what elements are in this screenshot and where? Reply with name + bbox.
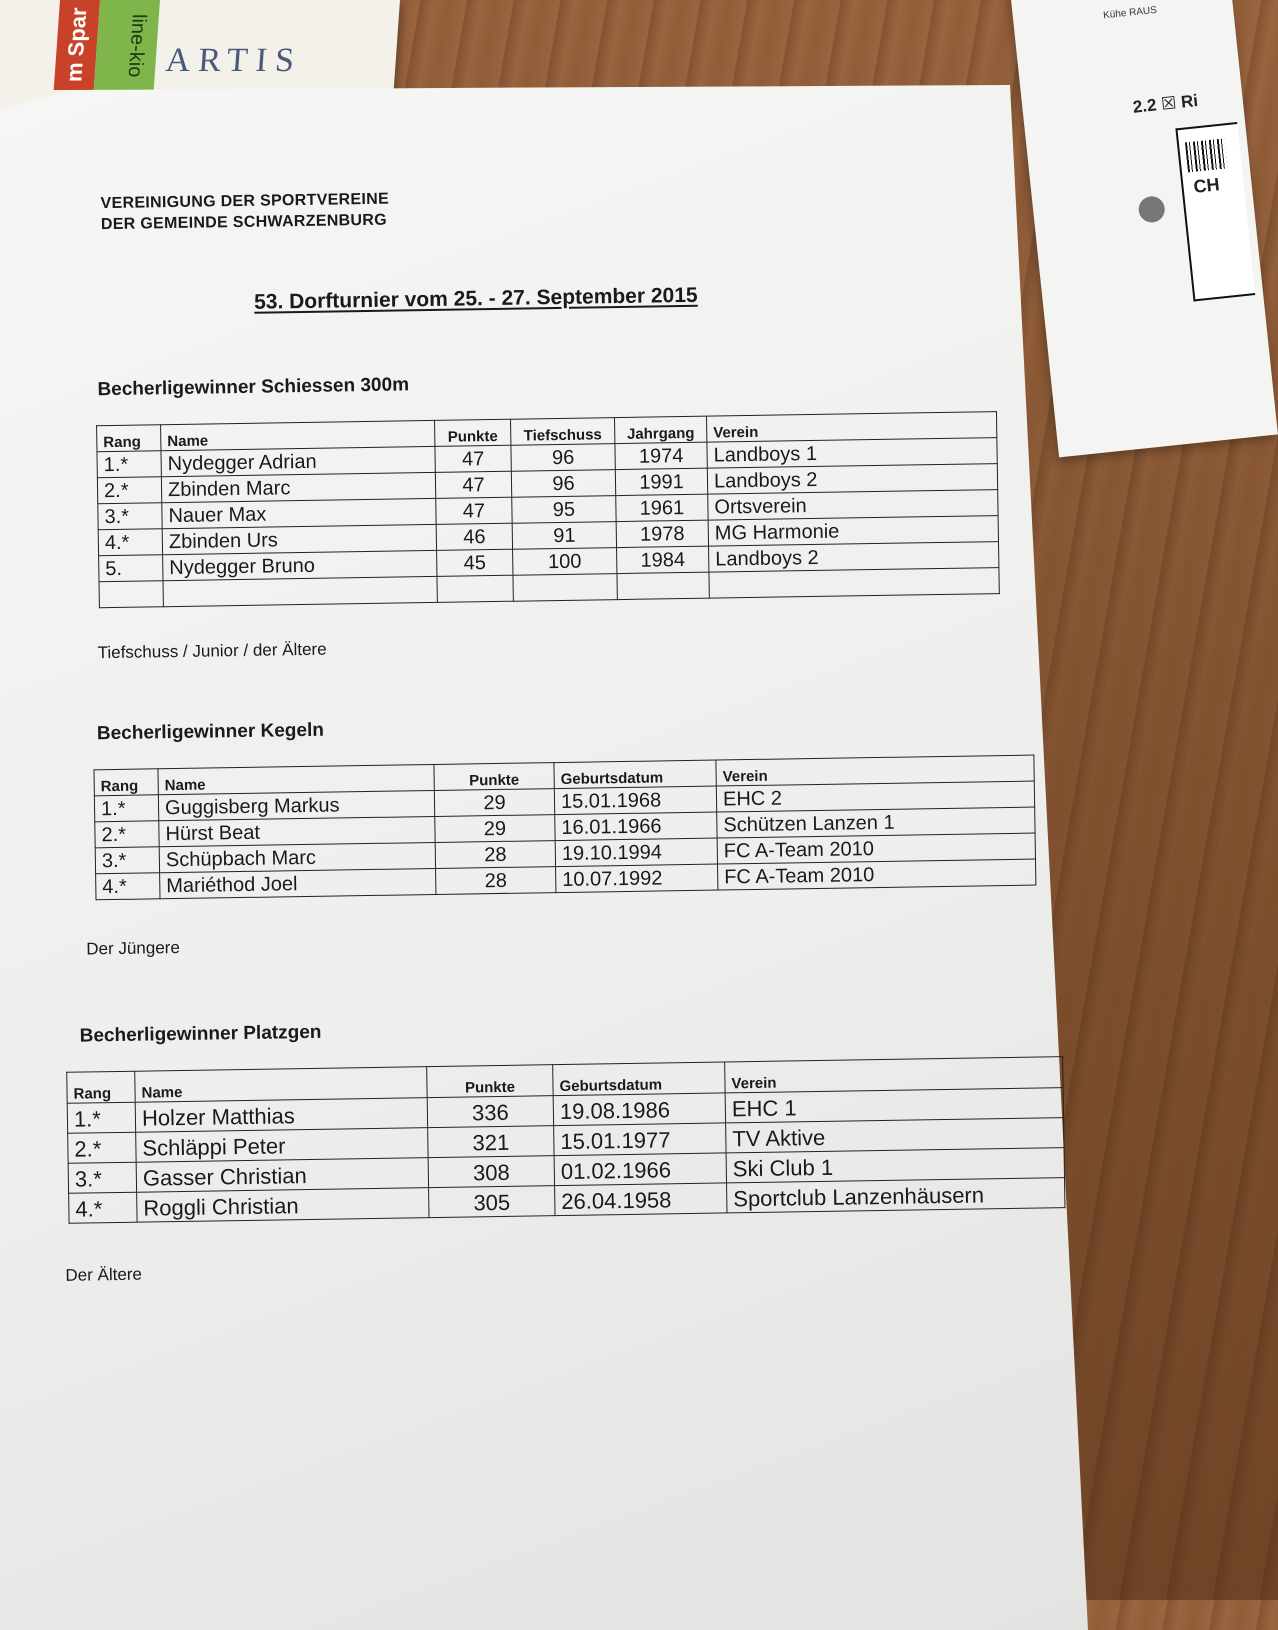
cell-geburtsdatum: 19.10.1994 [555,838,717,867]
cell-name [163,576,437,606]
column-header: Name [158,764,434,794]
cell-jahrgang [617,572,709,599]
section-heading-platzgen: Becherligewinner Platzgen [79,1021,322,1047]
cell-rang: 2.* [97,477,161,504]
cell-verein: Ski Club 1 [726,1148,1064,1183]
cell-punkte [437,575,513,602]
cell-rang: 3.* [68,1162,136,1193]
cell-punkte: 28 [436,867,556,895]
cell-punkte: 46 [436,523,512,550]
cell-tiefschuss: 96 [511,444,615,472]
cell-verein: Landboys 2 [709,542,999,573]
booklet-green-label: line-kio [94,0,160,92]
column-header: Geburtsdatum [553,1062,725,1096]
cell-tiefschuss: 100 [513,548,617,576]
column-header: Punkte [427,1065,553,1098]
section-heading-schiessen: Becherligewinner Schiessen 300m [97,374,410,401]
barcode-icon [1185,138,1228,172]
organization-name [100,189,389,236]
org-line-2: DER GEMEINDE SCHWARZENBURG [100,211,388,234]
cell-punkte: 47 [435,445,511,472]
cell-name: Roggli Christian [137,1188,429,1223]
right-doc-header: Kühe RAUS [1102,4,1158,22]
cell-punkte: 47 [435,471,511,498]
column-header: Punkte [434,763,554,791]
cell-punkte: 336 [427,1096,553,1128]
note-kegeln: Der Jüngere [86,937,180,959]
cell-tiefschuss [513,574,617,602]
cell-name: Guggisberg Markus [158,790,434,820]
cell-punkte: 321 [428,1126,554,1158]
cell-verein: Landboys 1 [707,438,997,469]
column-header: Tiefschuss [511,418,615,446]
cell-tiefschuss: 95 [512,496,616,524]
cell-geburtsdatum: 19.08.1986 [553,1093,725,1126]
cell-geburtsdatum: 26.04.1958 [555,1183,727,1216]
cell-jahrgang: 1978 [616,520,708,547]
cell-punkte: 29 [435,815,555,843]
page-title: 53. Dorfturnier vom 25. - 27. September 2015 [253,283,698,314]
right-doc-code: 2.2 ☒ Ri [1131,91,1199,117]
column-header: Rang [67,1071,135,1103]
cell-geburtsdatum: 10.07.1992 [556,864,718,893]
cell-rang: 3.* [98,503,162,530]
column-header: Punkte [435,419,511,446]
cell-geburtsdatum: 16.01.1966 [555,812,717,841]
cell-rang: 4.* [69,1192,137,1223]
cell-verein [709,568,999,599]
cell-verein: Sportclub Lanzenhäusern [727,1178,1065,1213]
cell-name: Nauer Max [162,498,436,528]
cell-name: Gasser Christian [136,1158,428,1193]
cell-rang: 1.* [67,1102,135,1133]
column-header: Jahrgang [615,416,707,443]
cell-jahrgang: 1991 [615,468,707,495]
cell-name: Zbinden Marc [161,472,435,502]
column-header: Verein [716,755,1034,786]
cell-tiefschuss: 96 [511,470,615,498]
cell-rang: 4.* [96,873,160,900]
cell-name: Schüpbach Marc [159,842,435,872]
column-header: Rang [97,425,161,452]
cell-punkte: 305 [429,1186,555,1218]
cell-verein: Landboys 2 [707,464,997,495]
cell-punkte: 28 [435,841,555,869]
cell-rang: 1.* [94,795,158,822]
org-line-1: VEREINIGUNG DER SPORTVEREINE [100,190,390,213]
cell-verein: TV Aktive [726,1118,1064,1153]
cell-rang: 5. [99,555,163,582]
column-header: Geburtsdatum [554,760,716,789]
cell-punkte: 45 [437,549,513,576]
cell-name: Mariéthod Joel [160,868,436,898]
cell-geburtsdatum: 01.02.1966 [554,1153,726,1186]
cell-verein: EHC 1 [725,1088,1063,1123]
column-header: Rang [94,769,158,796]
cell-rang: 4.* [98,529,162,556]
note-schiessen: Tiefschuss / Junior / der Ältere [97,639,327,663]
cell-verein: Schützen Lanzen 1 [717,807,1035,838]
cell-rang: 2.* [68,1132,136,1163]
cell-punkte: 47 [436,497,512,524]
cell-name: Schläppi Peter [136,1128,428,1163]
cell-jahrgang: 1961 [616,494,708,521]
note-platzgen: Der Ältere [65,1264,143,1285]
booklet-brand: ARTIS [164,42,304,79]
cell-punkte: 29 [434,789,554,817]
right-doc-country: CH [1192,174,1221,197]
table-schiessen [96,411,1000,608]
cell-name: Nydegger Bruno [163,550,437,580]
cell-tiefschuss: 91 [512,522,616,550]
cell-rang: 2.* [95,821,159,848]
column-header: Verein [706,412,996,443]
table-platzgen [66,1056,1065,1224]
table-kegeln [93,755,1036,901]
cell-name: Nydegger Adrian [161,446,435,476]
cell-geburtsdatum: 15.01.1977 [554,1123,726,1156]
cell-rang: 3.* [95,847,159,874]
cell-rang [99,581,163,608]
cell-verein: MG Harmonie [708,516,998,547]
cell-name: Hürst Beat [159,816,435,846]
section-heading-kegeln: Becherligewinner Kegeln [96,719,325,745]
cell-name: Holzer Matthias [135,1098,427,1133]
booklet-red-label: m Spar [54,0,100,90]
cell-name: Zbinden Urs [162,524,436,554]
column-header: Name [135,1067,427,1103]
cell-rang: 1.* [97,451,161,478]
cell-geburtsdatum: 15.01.1968 [554,786,716,815]
cell-punkte: 308 [428,1156,554,1188]
cell-jahrgang: 1974 [615,442,707,469]
cell-jahrgang: 1984 [617,546,709,573]
cell-verein: Ortsverein [708,490,998,521]
cell-verein: EHC 2 [716,781,1034,812]
cell-verein: FC A-Team 2010 [717,833,1035,864]
cell-verein: FC A-Team 2010 [718,859,1036,890]
column-header: Verein [725,1057,1063,1093]
column-header: Name [161,420,435,450]
